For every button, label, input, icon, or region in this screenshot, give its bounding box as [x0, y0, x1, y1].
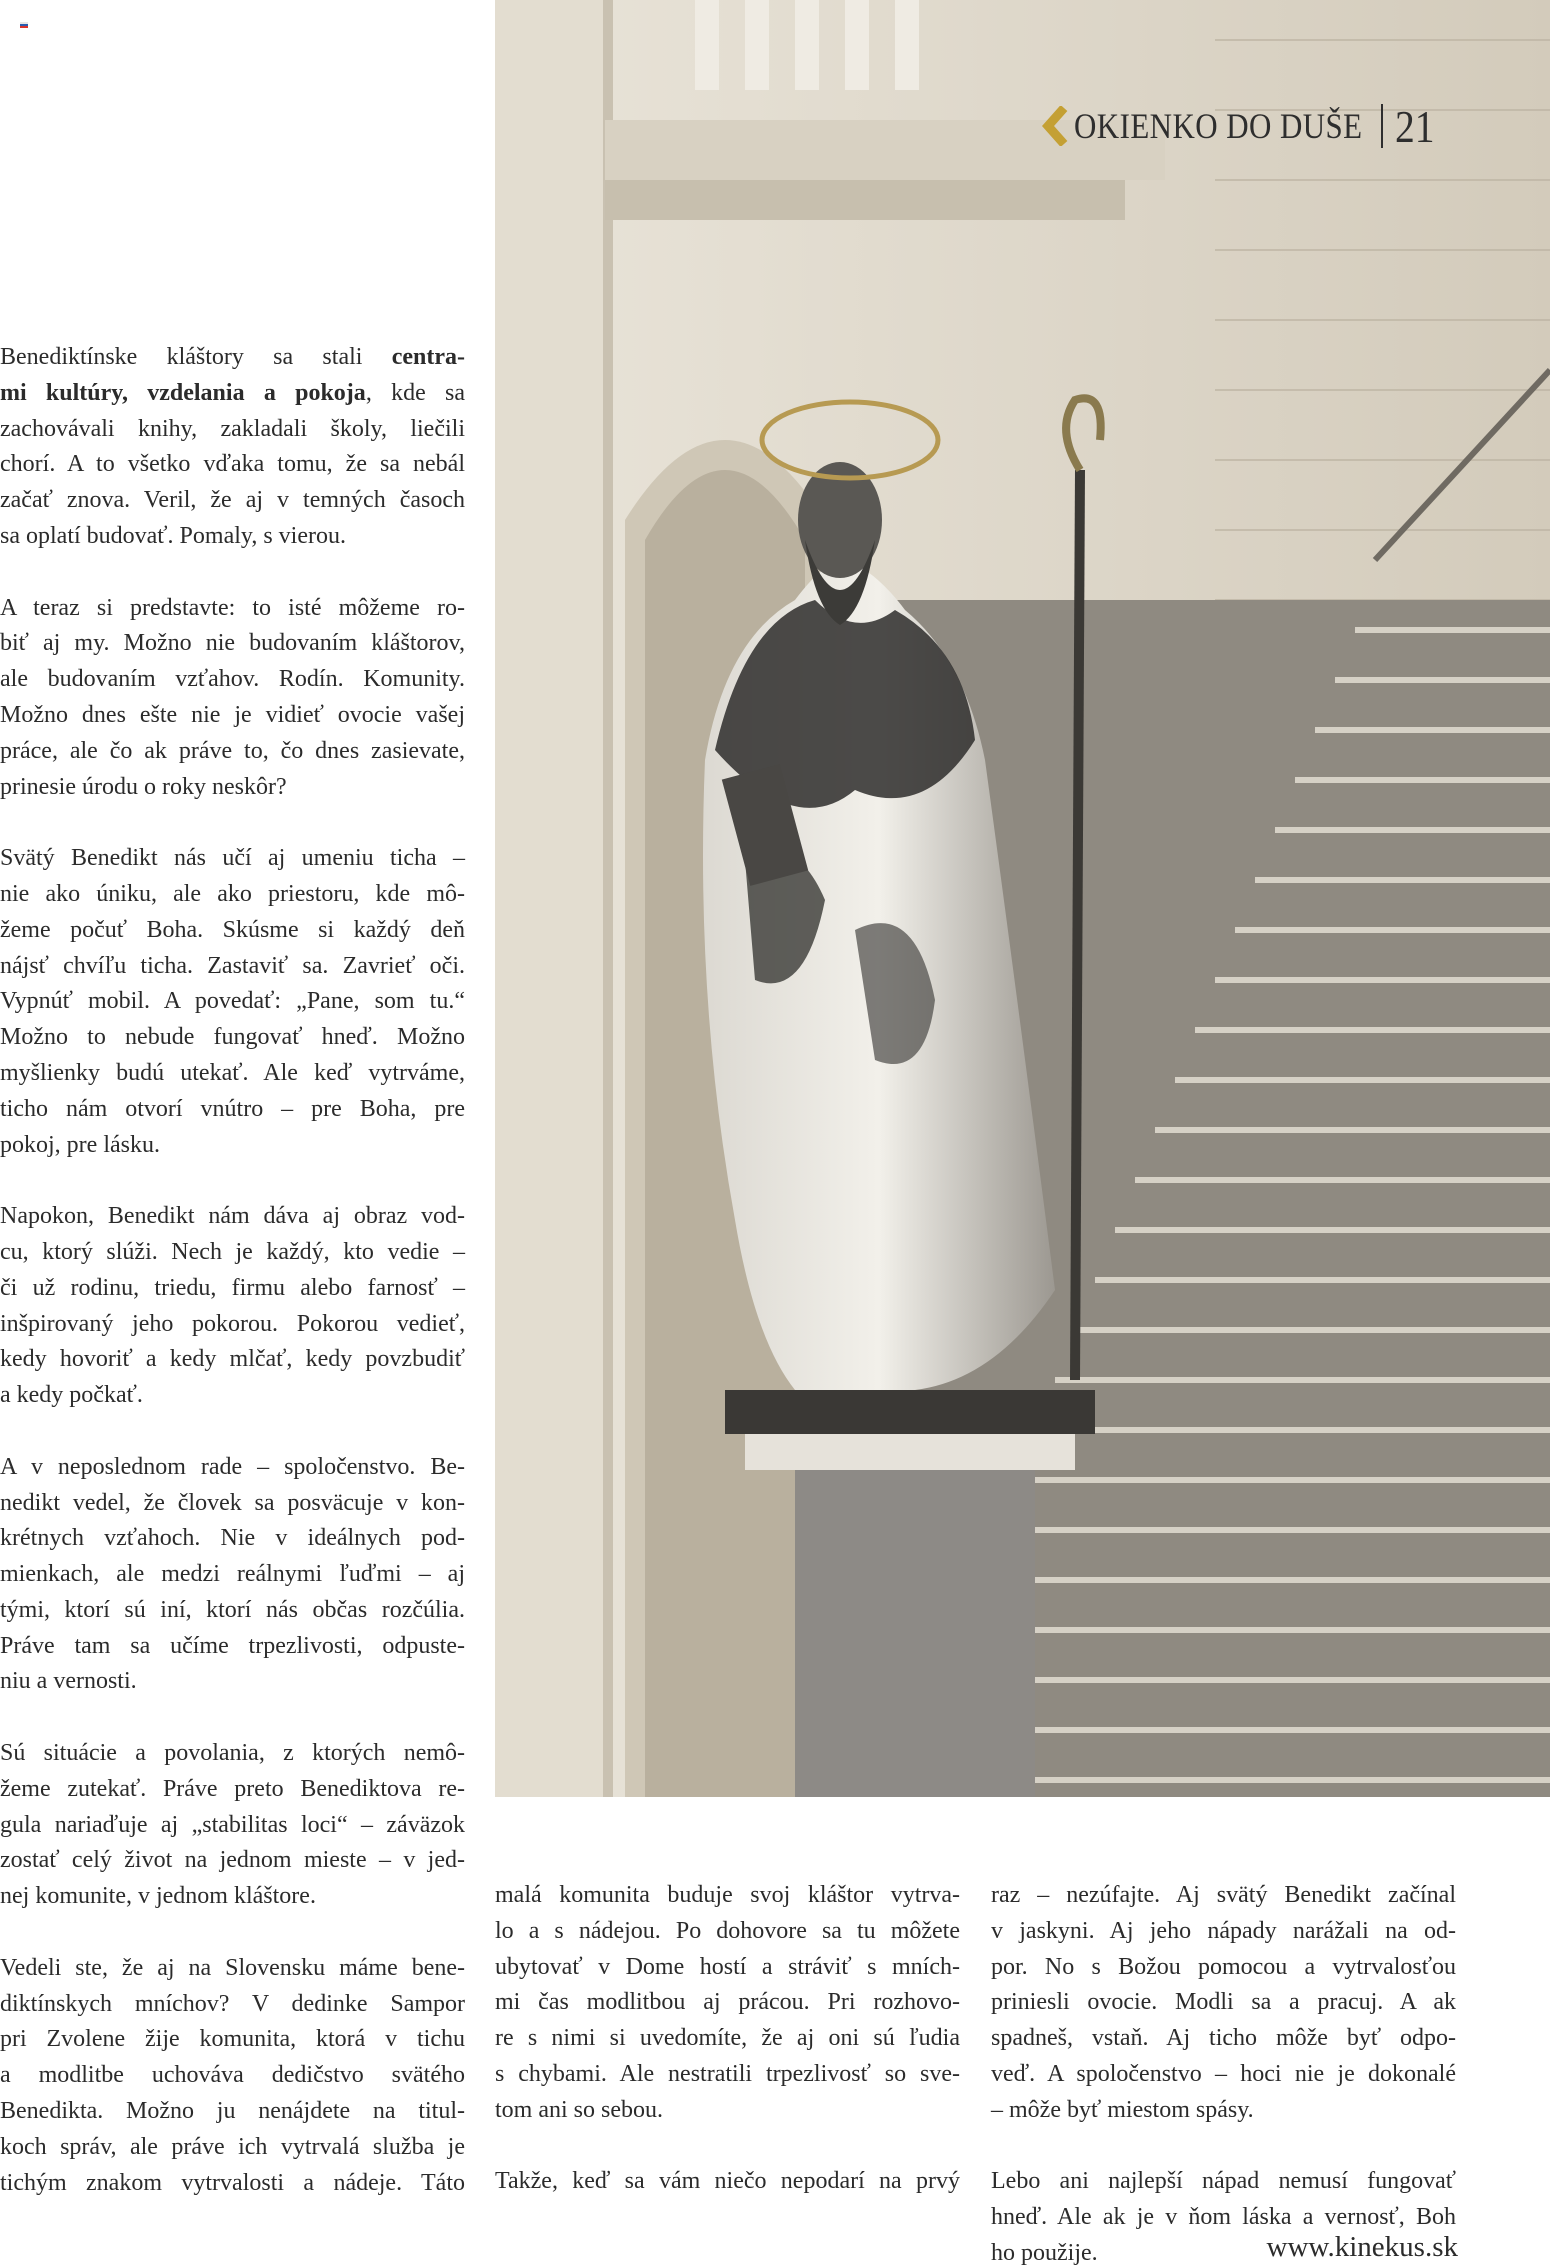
flag-icon	[20, 22, 28, 28]
text-line: Benedikta. Možno ju nenájdete na titul-	[0, 2098, 465, 2125]
text-line: a kedy počkať.	[0, 1382, 143, 1409]
text-line: Benediktínske kláštory sa stali centra-	[0, 344, 465, 370]
text-line: pri Zvolene žije komunita, ktorá v tichu	[0, 2026, 465, 2053]
text-line: Takže, keď sa vám niečo nepodarí na prvý	[495, 2168, 960, 2195]
paragraph	[0, 1450, 465, 1701]
text-line: začať znova. Veril, že aj v temných časoch	[0, 487, 465, 514]
text-line: inšpirovaný jeho pokorou. Pokorou vedieť,	[0, 1310, 465, 1337]
text-line: A teraz si predstavte: to isté môžeme ro-	[0, 594, 465, 621]
paragraph	[495, 1878, 960, 2129]
text-line: malá komunita buduje svoj kláštor vytrva-	[495, 1882, 960, 1908]
text-line: koch správ, ale práve ich vytrvalá služba je	[0, 2133, 465, 2160]
paragraph	[0, 1951, 465, 2202]
text-line: zostať celý život na jednom mieste – v jed-	[0, 1847, 465, 1874]
text-line: či už rodinu, triedu, firmu alebo farnosť –	[0, 1274, 465, 1301]
section-title: OKIENKO DO DUŠE	[1074, 106, 1363, 146]
text-line: A v neposlednom rade – spoločenstvo. Be-	[0, 1453, 465, 1480]
text-line: tom ani so sebou.	[495, 2096, 663, 2123]
text-line: nie ako úniku, ale ako priestoru, kde mô-	[0, 880, 465, 907]
text-line: v jaskyni. Aj jeho nápady narážali na od-	[991, 1917, 1456, 1944]
text-line: Práve tam sa učíme trpezlivosti, odpuste-	[0, 1632, 465, 1659]
text-line: hneď. Ale ak je v ňom láska a vernosť, Boh	[991, 2204, 1456, 2231]
text-line: nedikt vedel, že človek sa posväcuje v kon-	[0, 1489, 465, 1516]
text-line: Sú situácie a povolania, z ktorých nemô-	[0, 1740, 465, 1767]
text-line: por. No s Božou pomocou a vytrvalosťou	[991, 1953, 1456, 1980]
text-line: mi kultúry, vzdelania a pokoja, kde sa	[0, 379, 465, 406]
text-line: lo a s nádejou. Po dohovore sa tu môžete	[495, 1917, 960, 1944]
text-line: s chybami. Ale nestratili trpezlivosť so sve-	[495, 2060, 960, 2087]
text-line: spadneš, vstaň. Aj ticho môže byť odpo-	[991, 2025, 1456, 2052]
text-line: sa oplatí budovať. Pomaly, s vierou.	[0, 522, 346, 549]
text-line: ticho nám otvorí vnútro – pre Boha, pre	[0, 1095, 465, 1122]
text-line: a modlitbe uchováva dedičstvo svätého	[0, 2062, 465, 2089]
text-line: – môže byť miestom spásy.	[991, 2096, 1254, 2123]
paragraph	[991, 1878, 1456, 2129]
text-line: krétnych vzťahoch. Nie v ideálnych pod-	[0, 1525, 465, 1552]
text-line: Vedeli ste, že aj na Slovensku máme bene-	[0, 1954, 465, 1981]
text-line: myšlienky budú utekať. Ale keď vytrváme,	[0, 1059, 465, 1086]
text-line: práce, ale čo ak práve to, čo dnes zasievate,	[0, 737, 465, 764]
text-line: niu a vernosti.	[0, 1668, 137, 1695]
text-line: gula nariaďuje aj „stabilitas loci“ – záväzok	[0, 1811, 465, 1838]
paragraph	[495, 2164, 960, 2200]
text-line: nej komunite, v jednom kláštore.	[0, 1883, 316, 1910]
text-line: chorí. A to všetko vďaka tomu, že sa nebál	[0, 451, 465, 478]
page-number: 21	[1395, 100, 1436, 152]
text-line: Svätý Benedikt nás učí aj umeniu ticha –	[0, 845, 465, 872]
divider	[1381, 104, 1383, 148]
text-line: žeme zutekať. Práve preto Benediktova re-	[0, 1775, 465, 1802]
text-line: tými, ktorí sú iní, ktorí nás občas rozčúlia.	[0, 1596, 465, 1623]
text-line: ho použije.	[991, 2239, 1098, 2266]
text-line: žeme počuť Boha. Skúsme si každý deň	[0, 916, 465, 943]
text-line: nájsť chvíľu ticha. Zastaviť sa. Zavrieť oči.	[0, 952, 465, 979]
text-line: zachovávali knihy, zakladali školy, liečili	[0, 415, 465, 442]
text-line: diktínskych mníchov? V dedinke Sampor	[0, 1990, 465, 2017]
text-line: pokoj, pre lásku.	[0, 1131, 160, 1158]
paragraph	[0, 1199, 465, 1414]
text-line: kedy hovoriť a kedy mlčať, kedy povzbudiť	[0, 1346, 465, 1373]
text-line: re s nimi si uvedomíte, že aj oni sú ľudia	[495, 2025, 960, 2052]
text-line: mienkach, ale medzi reálnymi ľuďmi – aj	[0, 1561, 465, 1588]
text-line: veď. A spoločenstvo – hoci nie je dokonalé	[991, 2060, 1456, 2087]
paragraph	[0, 591, 465, 806]
text-line: Napokon, Benedikt nám dáva aj obraz vod-	[0, 1203, 465, 1230]
text-line: Možno dnes ešte nie je vidieť ovocie vašej	[0, 701, 465, 728]
text-line: Lebo ani najlepší nápad nemusí fungovať	[991, 2168, 1456, 2195]
text-line: prinesie úrodu o roky neskôr?	[0, 773, 287, 800]
text-line: priniesli ovocie. Modli sa a pracuj. A ak	[991, 1989, 1456, 2016]
footer-url-link[interactable]: www.kinekus.sk	[1266, 2231, 1458, 2263]
text-line: tichým znakom vytrvalosti a nádeje. Táto	[0, 2169, 465, 2196]
text-line: cu, ktorý slúži. Nech je každý, kto vedie –	[0, 1238, 465, 1265]
text-line: Možno to nebude fungovať hneď. Možno	[0, 1024, 465, 1051]
text-line: raz – nezúfajte. Aj svätý Benedikt začínal	[991, 1882, 1456, 1908]
chevron-left-icon	[1042, 106, 1068, 146]
text-line: ale budovaním vzťahov. Rodín. Komunity.	[0, 666, 465, 693]
paragraph	[0, 340, 465, 555]
text-line: biť aj my. Možno nie budovaním kláštorov,	[0, 630, 465, 657]
paragraph	[0, 1736, 465, 1915]
text-line: mi čas modlitbou aj prácou. Pri rozhovo-	[495, 1989, 960, 2016]
text-column-left	[0, 340, 465, 2201]
section-header	[1042, 98, 1441, 154]
text-line: ubytovať v Dome hostí a stráviť s mních-	[495, 1953, 960, 1980]
paragraph	[0, 841, 465, 1163]
statue-photo	[495, 0, 1550, 1797]
text-column-middle	[495, 1878, 960, 2200]
text-column-right	[991, 1878, 1456, 2267]
text-line: Vypnúť mobil. A povedať: „Pane, som tu.“	[0, 988, 465, 1015]
photo-image	[495, 0, 1550, 1797]
